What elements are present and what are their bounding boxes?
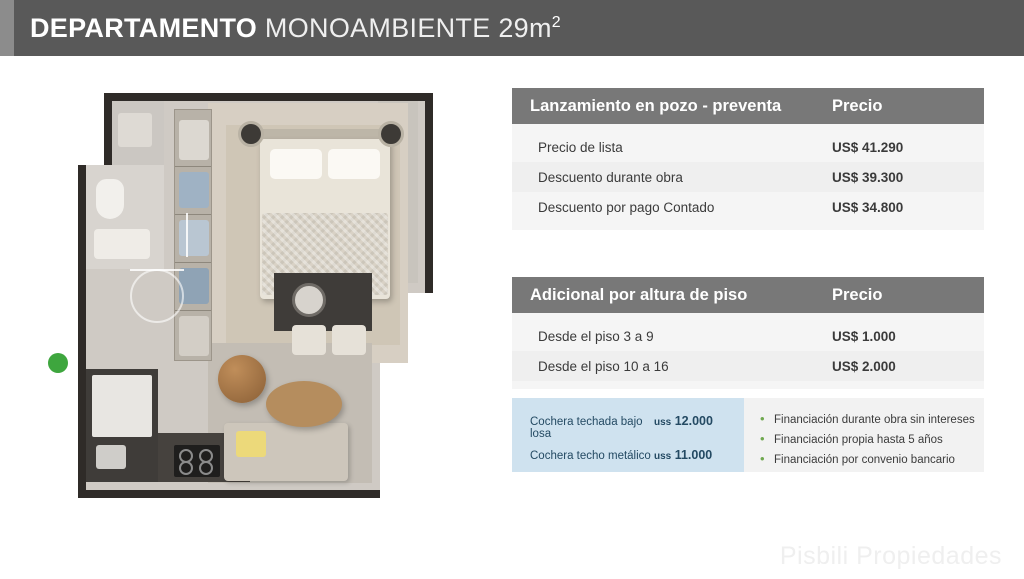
table-spacer xyxy=(512,124,984,132)
row-price: US$ 1.000 xyxy=(832,328,896,344)
parking-label: Cochera techo metálico xyxy=(530,450,651,462)
bedside-lamp-left-icon xyxy=(238,121,264,147)
watermark: Pisbili Propiedades xyxy=(779,542,1002,570)
parking-amount: 12.000 xyxy=(674,414,713,428)
parking-currency: uss xyxy=(654,417,672,428)
row-price: US$ 39.300 xyxy=(832,169,904,185)
washing-machine xyxy=(292,283,326,317)
row-label: Precio de lista xyxy=(538,139,623,155)
dining-chair-left xyxy=(292,325,326,355)
table-row xyxy=(512,132,984,162)
row-label: Descuento por pago Contado xyxy=(538,199,715,215)
closet xyxy=(174,109,212,361)
floorplan xyxy=(48,85,468,505)
refrigerator xyxy=(92,375,152,437)
bullet-icon: • xyxy=(760,451,765,466)
row-price: US$ 41.290 xyxy=(832,139,904,155)
bullet-icon: • xyxy=(760,411,765,426)
dining-chair-right xyxy=(332,325,366,355)
page-title xyxy=(30,13,561,44)
parking-row xyxy=(530,448,744,462)
financing-item xyxy=(760,452,984,466)
pillow-right xyxy=(328,149,380,179)
toilet xyxy=(96,179,124,219)
table-row xyxy=(512,192,984,222)
shower xyxy=(118,113,152,147)
location-marker-icon xyxy=(48,353,68,373)
financing-item xyxy=(760,432,984,446)
price-table-preventa xyxy=(512,88,984,230)
pouf xyxy=(218,355,266,403)
sofa-cushion xyxy=(236,431,266,457)
stove xyxy=(174,445,220,477)
floorplan-drawing xyxy=(78,93,433,498)
door-line-2 xyxy=(186,213,188,257)
bathtub xyxy=(94,229,150,259)
pillow-left xyxy=(270,149,322,179)
table-header-title: Adicional por altura de piso xyxy=(530,285,748,304)
page-title-superscript: 2 xyxy=(551,13,561,31)
header-accent-bar xyxy=(0,0,14,56)
door-swing-icon xyxy=(130,269,184,323)
parking-box xyxy=(512,398,744,472)
financing-text: Financiación por convenio bancario xyxy=(774,454,955,466)
table-header-row xyxy=(512,88,984,124)
parking-row xyxy=(530,414,744,440)
bullet-icon: • xyxy=(760,431,765,446)
table-row xyxy=(512,321,984,351)
page-title-strong: DEPARTAMENTO xyxy=(30,12,258,43)
financing-item xyxy=(760,412,984,426)
price-table-altura-piso xyxy=(512,277,984,389)
table-spacer xyxy=(512,381,984,389)
row-price: US$ 34.800 xyxy=(832,199,904,215)
financing-text: Financiación durante obra sin intereses xyxy=(774,414,975,426)
parking-currency: uss xyxy=(654,451,672,462)
parking-label: Cochera techada bajo losa xyxy=(530,416,643,440)
parking-amount: 11.000 xyxy=(674,448,713,462)
table-row xyxy=(512,351,984,381)
row-price: US$ 2.000 xyxy=(832,358,896,374)
bottom-info-boxes xyxy=(512,398,984,472)
page-title-light: MONOAMBIENTE 29m xyxy=(264,12,552,43)
coffee-table xyxy=(266,381,342,427)
financing-text: Financiación propia hasta 5 años xyxy=(774,434,943,446)
table-header-title: Lanzamiento en pozo - preventa xyxy=(530,96,782,115)
financing-box xyxy=(744,398,984,472)
table-header-price: Precio xyxy=(832,285,883,304)
kitchen-sink xyxy=(96,445,126,469)
row-label: Descuento durante obra xyxy=(538,169,683,185)
door-line-1 xyxy=(130,269,184,271)
row-label: Desde el piso 3 a 9 xyxy=(538,328,654,344)
page-header xyxy=(0,0,1024,56)
table-spacer xyxy=(512,222,984,230)
table-row xyxy=(512,162,984,192)
table-header-row xyxy=(512,277,984,313)
table-header-price: Precio xyxy=(832,96,883,115)
parking-value xyxy=(654,414,713,428)
bedside-lamp-right-icon xyxy=(378,121,404,147)
table-spacer xyxy=(512,313,984,321)
parking-value xyxy=(654,448,712,462)
row-label: Desde el piso 10 a 16 xyxy=(538,358,669,374)
